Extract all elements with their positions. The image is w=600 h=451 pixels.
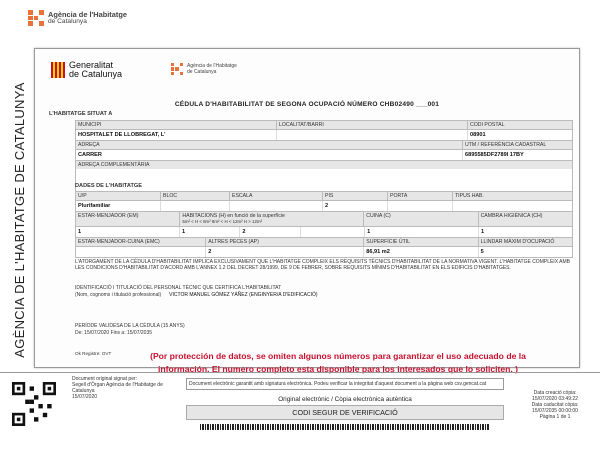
generalitat-line2: de Catalunya (69, 69, 123, 79)
header-altres: ALTRES PECES (AP) (206, 238, 364, 246)
value-superficie: 86,91 m2 (364, 247, 478, 257)
agency-header (28, 6, 127, 30)
original-label: Original electrònic / Còpia electrònica autèntica (278, 396, 412, 403)
header-adreca-complementaria: ADREÇA COMPLEMENTÀRIA (78, 162, 150, 168)
sign-line3: 15/07/2020 (72, 394, 98, 400)
value-hab-small: 1 (180, 227, 240, 237)
header-habitacions-label: HABITACIONS (H) en funció de la superfície (182, 213, 285, 219)
value-adreca-complementaria (76, 169, 560, 191)
value-cuina: 1 (365, 227, 479, 237)
created-label: Data creació còpia: (533, 390, 577, 396)
value-llindar: 5 (480, 249, 484, 255)
header-emc: ESTAR-MENJADOR-CUINA (EMC) (76, 238, 206, 246)
verification-block (186, 378, 504, 430)
value-utm: 6895585DF2789I 17BY (465, 152, 524, 158)
header-pis: PIS (323, 192, 388, 200)
value-porta (388, 201, 453, 211)
header-cuina: CUINA (C) (364, 212, 478, 226)
expiry-label: Data caducitat còpia: (531, 402, 579, 408)
signature-box (72, 376, 180, 400)
certificate-agency-line1: Agència de l'Habitatge (187, 63, 237, 69)
header-up: U/P (76, 192, 161, 200)
agency-logo-icon (171, 63, 183, 75)
agency-name-line2: de Catalunya (48, 18, 87, 25)
value-localitat (277, 130, 468, 140)
value-hab-medium: 2 (240, 227, 300, 237)
sign-line2: Segell d'Òrgan Agència de l'Habitatge de Catalunya (72, 382, 163, 394)
statement-text: L'ATORGAMENT DE LA CÈDULA D'HABITABILITAT IMPLICA EXCLUSIVAMENT QUE L'HABITATGE COMPLEIX ELS REQUISITS TÈCNICS D'HABITABILITAT DE LA NORMATIVA VIGENT. L'HABITATGE COMPLEIX AMB LES CONDICIONS D'HABITABILITAT D'ACORD AMB L'ANNEX 1.2 DEL DECRET 28/1999, DE 9 DE FEBRER, SOBRE REQUISITS MÍNIMS D'HABITABILITAT EN ELS EDIFICIS D'HABITATGES. (75, 259, 570, 272)
header-codi-postal: CODI POSTAL (470, 122, 505, 128)
header-municipi: MUNICIPI (76, 121, 277, 129)
certificate-agency-logo (171, 63, 237, 75)
data-protection-notice: (Por protección de datos, se omiten algunos números para garantizar el uso adecuado de la información. El numero completo esta disponible para los interesados que lo soliciten. ) (150, 351, 526, 374)
sign-line1: Document original signat per: (72, 376, 138, 382)
value-up: Plurifamiliar (76, 201, 161, 211)
side-agency-text: AGÈNCIA DE L'HABITATGE DE CATALUNYA (12, 82, 27, 358)
validity-label: PERÍODE VALIDESA DE LA CÈDULA (15 ANYS) (75, 323, 185, 329)
header-tipus: TIPUS HAB. (455, 193, 484, 199)
header-utm: UTM / REFERÈNCIA CADASTRAL (465, 142, 547, 148)
header-bloc: BLOC (161, 192, 230, 200)
value-estar-menjador: 1 (76, 227, 180, 237)
value-pis: 2 (323, 201, 388, 211)
csv-label: CODI SEGUR DE VERIFICACIÓ (186, 405, 504, 420)
value-hab-large (301, 227, 365, 237)
agency-logo-icon (28, 10, 44, 26)
value-escala (230, 201, 323, 211)
location-table (75, 120, 573, 192)
technician-label: IDENTIFICACIÓ I TITULACIÓ DEL PERSONAL TÈCNIC QUE CERTIFICA L'HABITABILITAT (75, 285, 282, 291)
value-bloc (161, 201, 230, 211)
agency-name-line1: Agència de l'Habitatge (48, 9, 127, 19)
expiry-value: 15/07/2035 00:00:00 (532, 408, 578, 414)
header-estar-menjador: ESTAR-MENJADOR (EM) (76, 212, 180, 226)
register-label: Ok Registre: OVT (75, 351, 112, 356)
validity-value: De: 15/07/2020 Fins a: 15/07/2035 (75, 330, 153, 336)
technician-value: VICTOR MANUEL GÓMEZ YÁÑEZ (ENGINYER/A D'EDIFICACIÓ) (169, 292, 318, 298)
technician-sub: (Nom, cognoms i titulació professional) (75, 292, 162, 298)
value-altres: 2 (206, 247, 364, 257)
generalitat-line1: Generalitat (69, 60, 114, 70)
barcode-icon (200, 424, 490, 430)
qr-code-icon (12, 382, 56, 426)
value-adreca: CARRER (76, 150, 463, 160)
generalitat-logo (51, 61, 122, 79)
header-superficie: SUPERFÍCIE ÚTIL (364, 238, 478, 246)
value-cambra: 1 (480, 229, 485, 235)
senyera-icon (51, 62, 65, 78)
header-adreca: ADREÇA (76, 141, 463, 149)
value-codi-postal: 08901 (470, 132, 486, 138)
dades-table (75, 191, 573, 258)
header-escala: ESCALA (230, 192, 323, 200)
dades-label: DADES DE L'HABITATGE (75, 183, 143, 189)
situat-label: L'HABITATGE SITUAT A (49, 111, 113, 117)
certificate-agency-line2: de Catalunya (187, 69, 217, 75)
header-cambra: CAMBRA HIGIÈNICA (CH) (480, 213, 543, 219)
value-municipi: HOSPITALET DE LLOBREGAT, L' (76, 130, 277, 140)
value-tipus (453, 201, 561, 211)
header-llindar: LLINDAR MÀXIM D'OCUPACIÓ (480, 239, 555, 245)
created-value: 15/07/2020 03:49:22 (532, 396, 578, 402)
value-emc (76, 247, 206, 257)
technician-row (75, 292, 571, 298)
certificate-frame (34, 48, 580, 368)
copy-dates (514, 390, 596, 420)
header-habitacions (180, 212, 364, 226)
header-localitat: LOCALITAT/BARRI (277, 121, 468, 129)
header-porta: PORTA (388, 192, 453, 200)
habitacions-ranges: 5m² < H < 8m² 8m² < H < 12m² H > 12m² (182, 219, 263, 224)
page-label: Pàgina 1 de 1 (539, 414, 571, 420)
certificate-title: CÉDULA D'HABITABILITAT DE SEGONA OCUPACIÓ NÚMERO CHB02490 ___001 (174, 101, 440, 108)
electronic-text: Document electrònic garantit amb signatura electrònica. Podeu verificar la integritat d'aquest document a la pàgina web csv.gencat.cat (186, 378, 504, 390)
